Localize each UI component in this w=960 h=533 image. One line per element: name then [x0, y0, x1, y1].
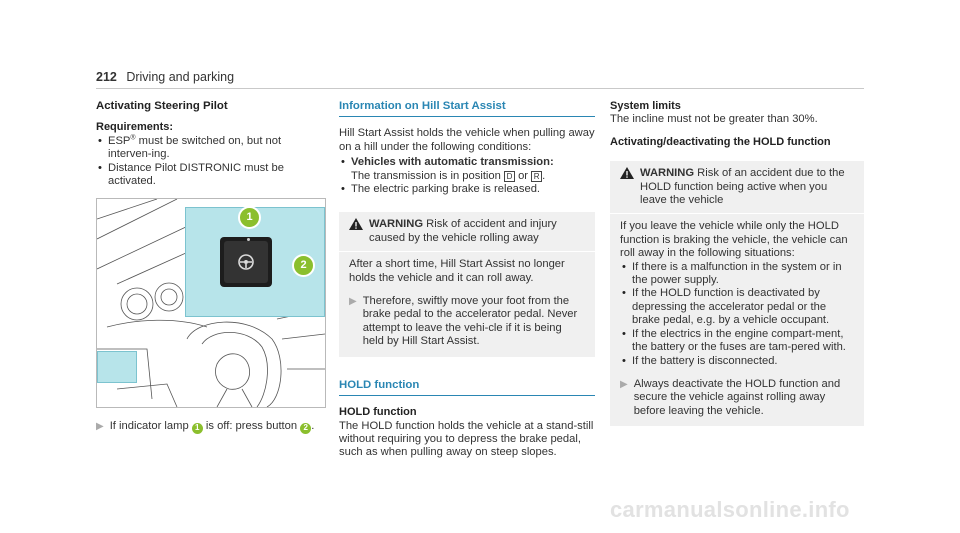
- situations-list: [620, 261, 854, 368]
- registered-mark: ®: [130, 134, 136, 142]
- condition-sub-a: The transmission is in position: [351, 169, 504, 182]
- step-arrow-icon: ▶: [349, 296, 357, 308]
- heading-rule: [339, 395, 595, 396]
- warning-title: [640, 167, 854, 207]
- warning-step: [620, 378, 854, 418]
- column-hold-function: [610, 100, 864, 426]
- heading-hold-function: HOLD function: [339, 378, 420, 391]
- column-hill-start-assist: [339, 100, 595, 460]
- condition-sub-c: .: [542, 169, 546, 182]
- callout-1: 1: [238, 206, 261, 229]
- hill-start-intro: Hill Start Assist holds the vehicle when pulling away on a hill under the following conditions:: [339, 127, 595, 153]
- situation-item: • If the HOLD function is deactivated by depressing the accelerator pedal or the brake pedal, e.g. by a vehicle occupant.: [620, 287, 854, 327]
- req2-text: Distance Pilot DISTRONIC must be activated.: [108, 161, 284, 188]
- warning-body-text: After a short time, Hill Start Assist no longer holds the vehicle and it can roll away.: [349, 258, 565, 284]
- heading-hill-start-assist: Information on Hill Start Assist: [339, 100, 506, 112]
- hold-button-inset: [185, 207, 325, 317]
- warning-body: [610, 214, 864, 426]
- heading-activating-steering-pilot: Activating Steering Pilot: [96, 100, 228, 112]
- warning-head-text: Risk of an accident due to the HOLD function being active when you leave the vehicle: [640, 167, 845, 207]
- situation-item: • If the electrics in the engine compart-ment, the battery or the fuses are tam-pered with.: [620, 328, 854, 355]
- system-limits-text: The incline must not be greater than 30%.: [610, 113, 818, 126]
- hold-description: The HOLD function holds the vehicle at a stand-still without requiring you to depress the brake pedal, such as when pulling away on steep slopes.: [339, 419, 594, 459]
- warning-step: [349, 295, 585, 349]
- key-d: D: [504, 171, 515, 182]
- warning-triangle-icon: [349, 218, 369, 245]
- callout-2: 2: [292, 254, 315, 277]
- key-r: R: [531, 171, 542, 182]
- warning-label: WARNING: [369, 218, 424, 231]
- requirement-item: [96, 135, 324, 162]
- page-header: [96, 70, 234, 84]
- activating-hold-heading: Activating/deactivating the HOLD function: [610, 135, 831, 148]
- req1-text: ESP: [108, 134, 131, 147]
- condition-sub-b: or: [514, 169, 532, 182]
- warning-header: [610, 161, 864, 214]
- condition-parking-brake: The electric parking brake is released.: [351, 183, 541, 196]
- condition-item: [339, 156, 595, 183]
- warning-step-text: Therefore, swiftly move your foot from the brake pedal to the accelerator pedal. Never attempt to leave the vehi-cle if it is being held by Hill Start Assist.: [362, 295, 578, 348]
- warning-title: [369, 218, 585, 245]
- heading-rule: [339, 116, 595, 117]
- requirement-item: [96, 162, 324, 189]
- warning-step-text: Always deactivate the HOLD function and secure the vehicle against rolling away before leaving the vehicle.: [633, 377, 841, 417]
- req1-text-rest: must be switched on, but not interven-ing.: [108, 134, 282, 161]
- warning-box-hold: [610, 161, 864, 426]
- warning-body-text: If you leave the vehicle while only the HOLD function is braking the vehicle, the vehicle can roll away in the following situations:: [620, 220, 848, 260]
- ref-number-1: 1: [192, 423, 203, 434]
- page-number: 212: [96, 70, 117, 84]
- column-steering-pilot: [96, 100, 324, 434]
- condition-automatic: Vehicles with automatic transmission:: [351, 156, 554, 169]
- steering-wheel-icon: [237, 253, 255, 271]
- step-text-a: If indicator lamp: [109, 420, 192, 433]
- button-location-highlight: [97, 351, 137, 383]
- instruction-step: [96, 420, 324, 433]
- header-divider: [96, 88, 864, 89]
- step-text-b: is off: press button: [202, 420, 301, 433]
- hold-subheading: HOLD function: [339, 406, 417, 419]
- situation-item: • If the battery is disconnected.: [620, 355, 854, 368]
- warning-head-text: Risk of accident and injury caused by the vehicle rolling away: [369, 218, 557, 244]
- warning-header: [339, 212, 595, 252]
- step-arrow-icon: ▶: [620, 378, 628, 390]
- warning-label: WARNING: [640, 167, 695, 180]
- system-limits-heading: System limits: [610, 100, 681, 112]
- section-title: Driving and parking: [126, 70, 235, 84]
- conditions-list: [339, 156, 595, 196]
- step-text-c: .: [311, 420, 315, 433]
- warning-box-hill-start: [339, 212, 595, 356]
- requirements-list: [96, 135, 324, 189]
- ref-number-2: 2: [300, 423, 311, 434]
- warning-triangle-icon: [620, 167, 640, 207]
- warning-body: [339, 252, 595, 356]
- watermark: carmanualsonline.info: [610, 497, 850, 522]
- dashboard-illustration: [96, 198, 326, 408]
- step-text: [110, 420, 315, 433]
- situation-item: • If there is a malfunction in the system or in the power supply.: [620, 261, 854, 288]
- step-arrow-icon: ▶: [96, 421, 104, 433]
- condition-item: [339, 183, 595, 196]
- steering-pilot-button: [224, 241, 268, 283]
- requirements-label: Requirements:: [96, 121, 174, 134]
